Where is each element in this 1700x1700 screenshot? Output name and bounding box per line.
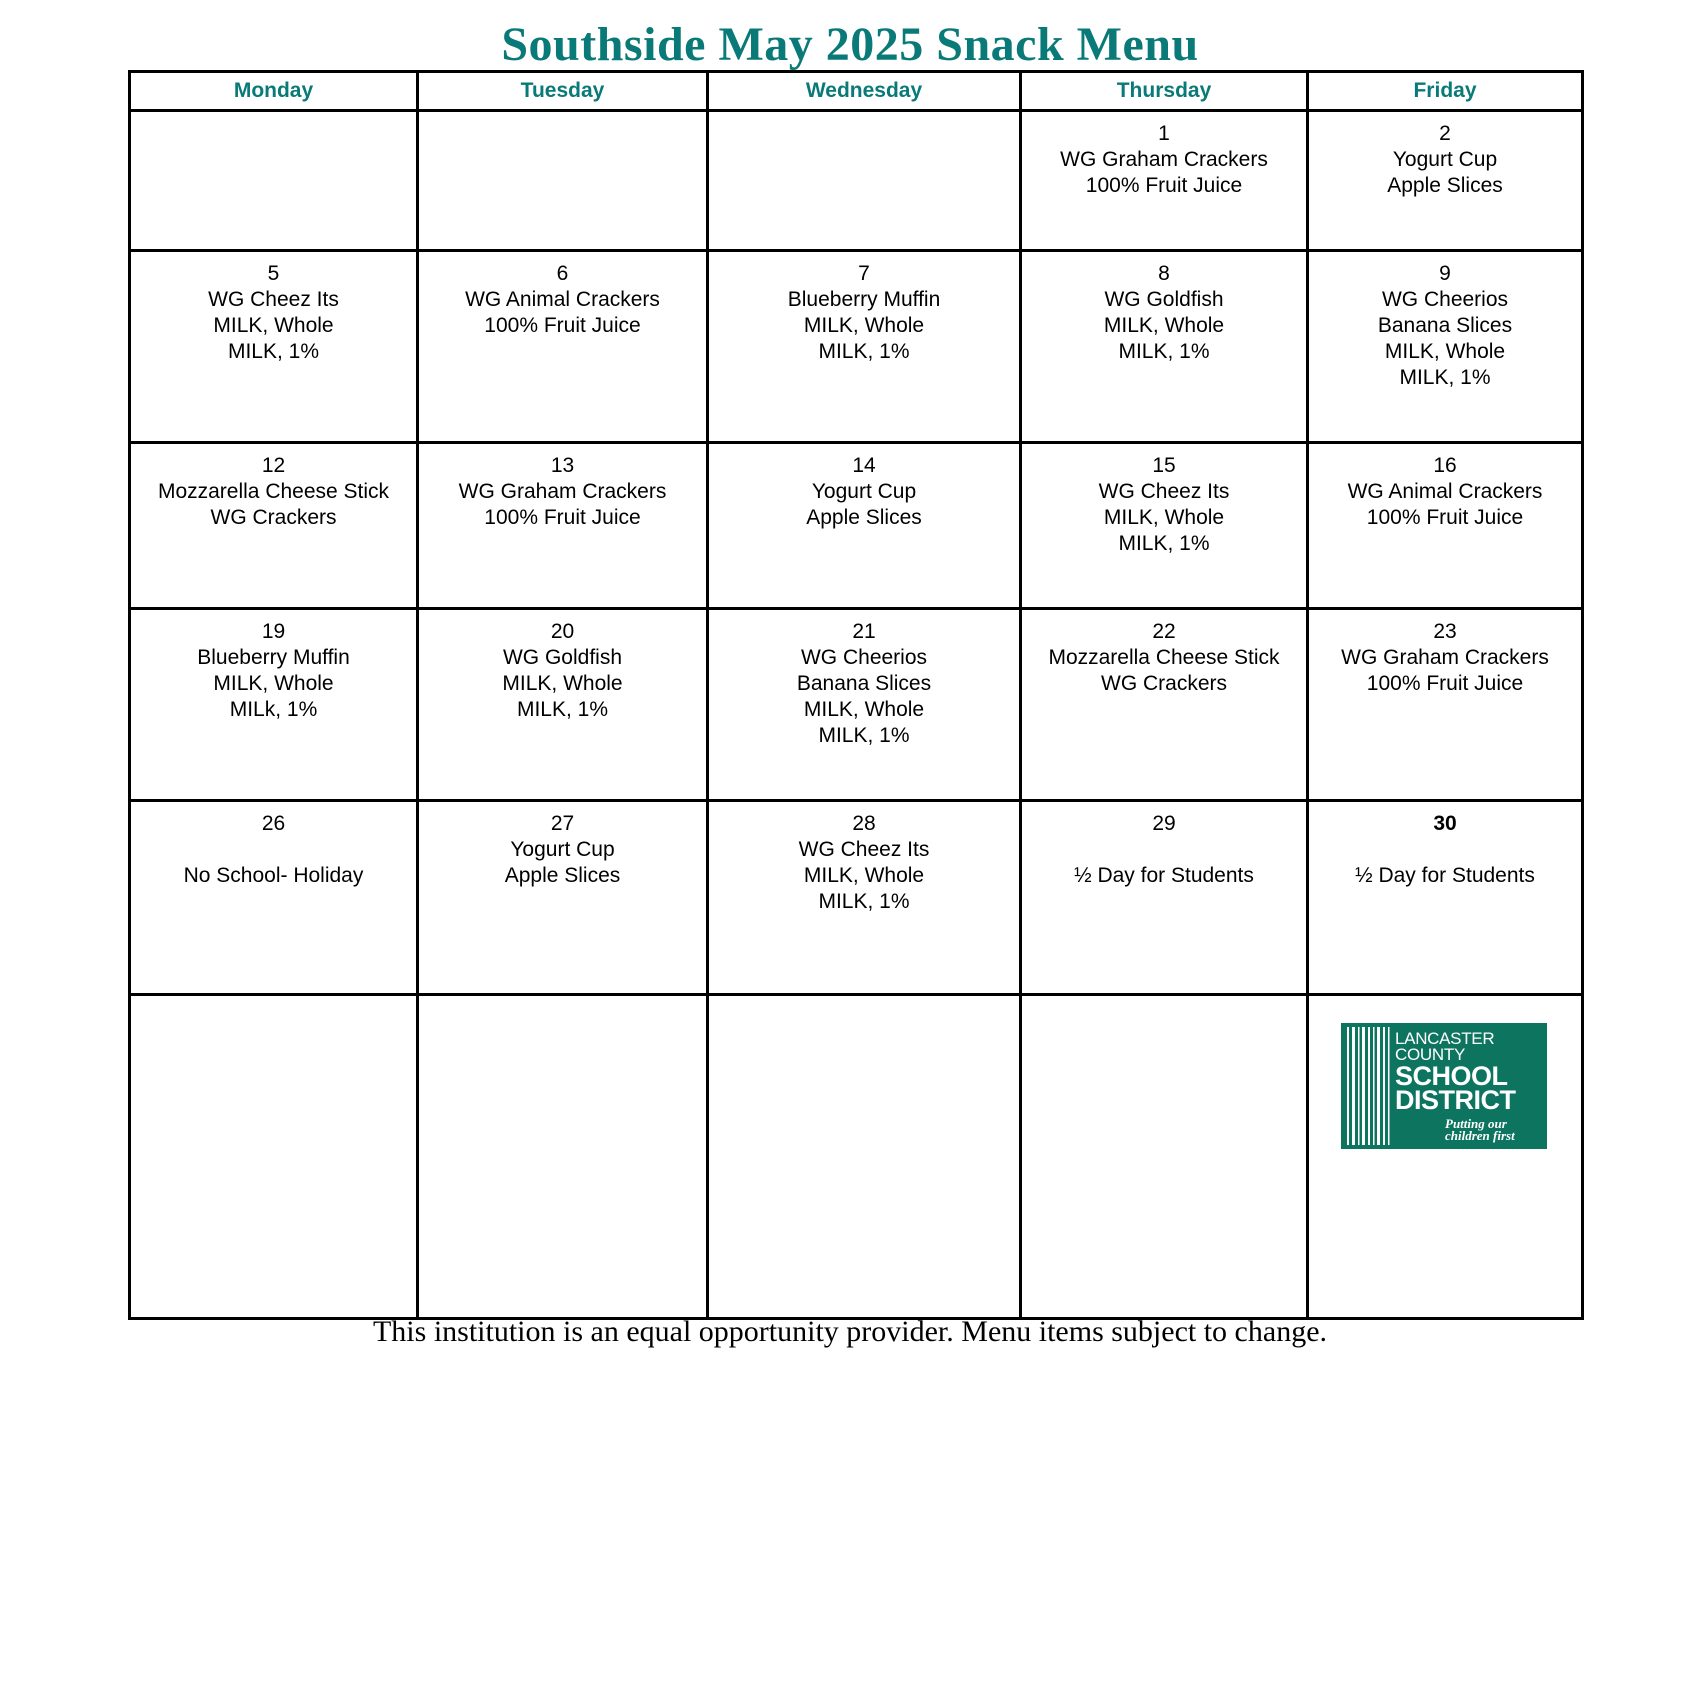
menu-item: WG Cheez Its [1098,480,1230,503]
menu-item: MILK, 1% [818,340,910,363]
week-row [130,443,1583,609]
day-cell-empty [130,111,418,251]
menu-item: MILK, Whole [1103,506,1225,529]
day-number: 22 [1152,620,1176,643]
day-cell [130,801,418,995]
menu-item: MILK, Whole [803,314,925,337]
day-cell-empty [1021,995,1308,1319]
day-cell [1308,443,1583,609]
day-cell [418,443,708,609]
menu-item: WG Graham Crackers [1341,646,1549,669]
day-number: 15 [1152,454,1176,477]
menu-item: Apple Slices [504,864,621,887]
menu-item: 100% Fruit Juice [484,506,641,529]
snack-calendar [128,70,1584,1320]
day-cell [708,443,1021,609]
day-cell [418,801,708,995]
menu-item: Yogurt Cup [811,480,917,503]
menu-item: WG Cheerios [1381,288,1509,311]
menu-item: WG Goldfish [1104,288,1224,311]
day-number: 26 [261,812,286,835]
day-cell [130,609,418,801]
logo-text: SCHOOL [1395,1061,1508,1091]
menu-item: WG Crackers [210,506,337,529]
day-cell [1021,609,1308,801]
day-number: 20 [550,620,575,643]
menu-item: MILK, 1% [1118,340,1210,363]
day-number: 1 [1158,122,1170,145]
menu-item: WG Cheez Its [798,838,930,861]
day-number: 23 [1433,620,1457,643]
menu-item: Banana Slices [1377,314,1513,337]
weekday-friday: Friday [1308,72,1583,111]
weekday-tuesday: Tuesday [418,72,708,111]
day-cell [130,443,418,609]
menu-item: Apple Slices [1387,174,1503,197]
day-number: 5 [267,262,280,285]
half-day-note: ½ Day for Students [1074,864,1254,887]
day-cell-empty [418,995,708,1319]
menu-item: MILK, Whole [213,314,334,337]
day-number: 6 [556,262,569,285]
day-cell-empty [418,111,708,251]
day-cell [1308,251,1583,443]
menu-item: MILK, 1% [1399,366,1491,389]
day-number: 8 [1158,262,1170,285]
menu-item: Banana Slices [796,672,932,695]
weekday-thursday: Thursday [1021,72,1308,111]
menu-item: MILK, Whole [803,864,925,887]
logo-tagline: children first [1445,1128,1515,1143]
menu-item: MILK, Whole [213,672,334,695]
menu-item: MILK, 1% [1118,532,1210,555]
day-number: 12 [261,454,286,477]
menu-item: WG Animal Crackers [465,288,660,311]
day-cell-empty [130,995,418,1319]
half-day-spacer [1022,837,1306,863]
menu-item: 100% Fruit Juice [1366,672,1524,695]
menu-item: WG Cheez Its [208,288,339,311]
menu-item: WG Goldfish [502,646,623,669]
day-cell [418,251,708,443]
menu-item: MILK, 1% [818,724,910,747]
week-row [130,111,1583,251]
day-cell [1021,251,1308,443]
menu-item: MILK, Whole [1384,340,1506,363]
day-cell [1308,801,1583,995]
day-number: 14 [852,454,876,477]
menu-item: WG Animal Crackers [1347,480,1543,503]
week-row [130,995,1583,1319]
logo-bars-icon [1345,1023,1391,1149]
menu-item: MILK, 1% [818,890,910,913]
day-cell [1308,609,1583,801]
day-cell [1308,111,1583,251]
page-title: Southside May 2025 Snack Menu [501,18,1199,71]
day-number: 27 [550,812,575,835]
day-cell [708,251,1021,443]
day-number: 13 [550,454,575,477]
half-day-spacer [1309,837,1581,863]
day-cell [1021,443,1308,609]
day-cell [1021,801,1308,995]
week-row [130,251,1583,443]
menu-item: WG Cheerios [800,646,928,669]
menu-item: MILK, Whole [1103,314,1225,337]
day-cell [130,251,418,443]
menu-item: Yogurt Cup [1392,148,1498,171]
menu-item: 100% Fruit Juice [1085,174,1243,197]
weekday-header-row [130,72,1583,111]
menu-item: MILK, Whole [803,698,925,721]
menu-item: Blueberry Muffin [787,288,941,311]
logo-text: COUNTY [1395,1045,1465,1064]
menu-item: WG Crackers [1101,672,1227,695]
day-number: 19 [261,620,286,643]
day-cell [708,801,1021,995]
logo-text: LANCASTER [1395,1029,1495,1048]
menu-item: WG Graham Crackers [458,480,667,503]
day-number: 29 [1152,812,1176,835]
menu-item: Apple Slices [806,506,922,529]
half-day-note: ½ Day for Students [1355,864,1535,887]
menu-item: Mozzarella Cheese Stick [1048,646,1280,669]
day-number: 7 [858,262,870,285]
menu-item: WG Graham Crackers [1060,148,1268,171]
menu-item: MILK, Whole [502,672,623,695]
menu-item: MILK, 1% [516,698,609,721]
day-cell [708,609,1021,801]
menu-item: 100% Fruit Juice [1366,506,1524,529]
day-number: 30 [1433,812,1457,835]
day-number: 16 [1433,454,1457,477]
logo-cell [1308,995,1583,1319]
day-cell-empty [708,111,1021,251]
day-cell-empty [708,995,1021,1319]
menu-item: MILk, 1% [229,698,318,721]
menu-item: 100% Fruit Juice [484,314,641,337]
holiday-note: No School- Holiday [183,864,364,887]
menu-item: Blueberry Muffin [197,646,350,669]
menu-item: Yogurt Cup [510,838,615,861]
day-number: 21 [852,620,876,643]
day-number: 9 [1439,262,1451,285]
day-number: 28 [852,812,876,835]
weekday-wednesday: Wednesday [708,72,1021,111]
logo-tagline: Putting our [1445,1116,1507,1131]
day-number: 2 [1439,122,1451,145]
footer-disclaimer: This institution is an equal opportunity provider. Menu items subject to change. [372,1315,1328,1348]
week-row [130,801,1583,995]
menu-item: MILK, 1% [227,340,320,363]
week-row [130,609,1583,801]
menu-item: Mozzarella Cheese Stick [157,480,390,503]
weekday-monday: Monday [130,72,418,111]
day-cell [1021,111,1308,251]
district-logo [1341,1023,1547,1149]
logo-text: DISTRICT [1395,1085,1516,1115]
day-cell [418,609,708,801]
